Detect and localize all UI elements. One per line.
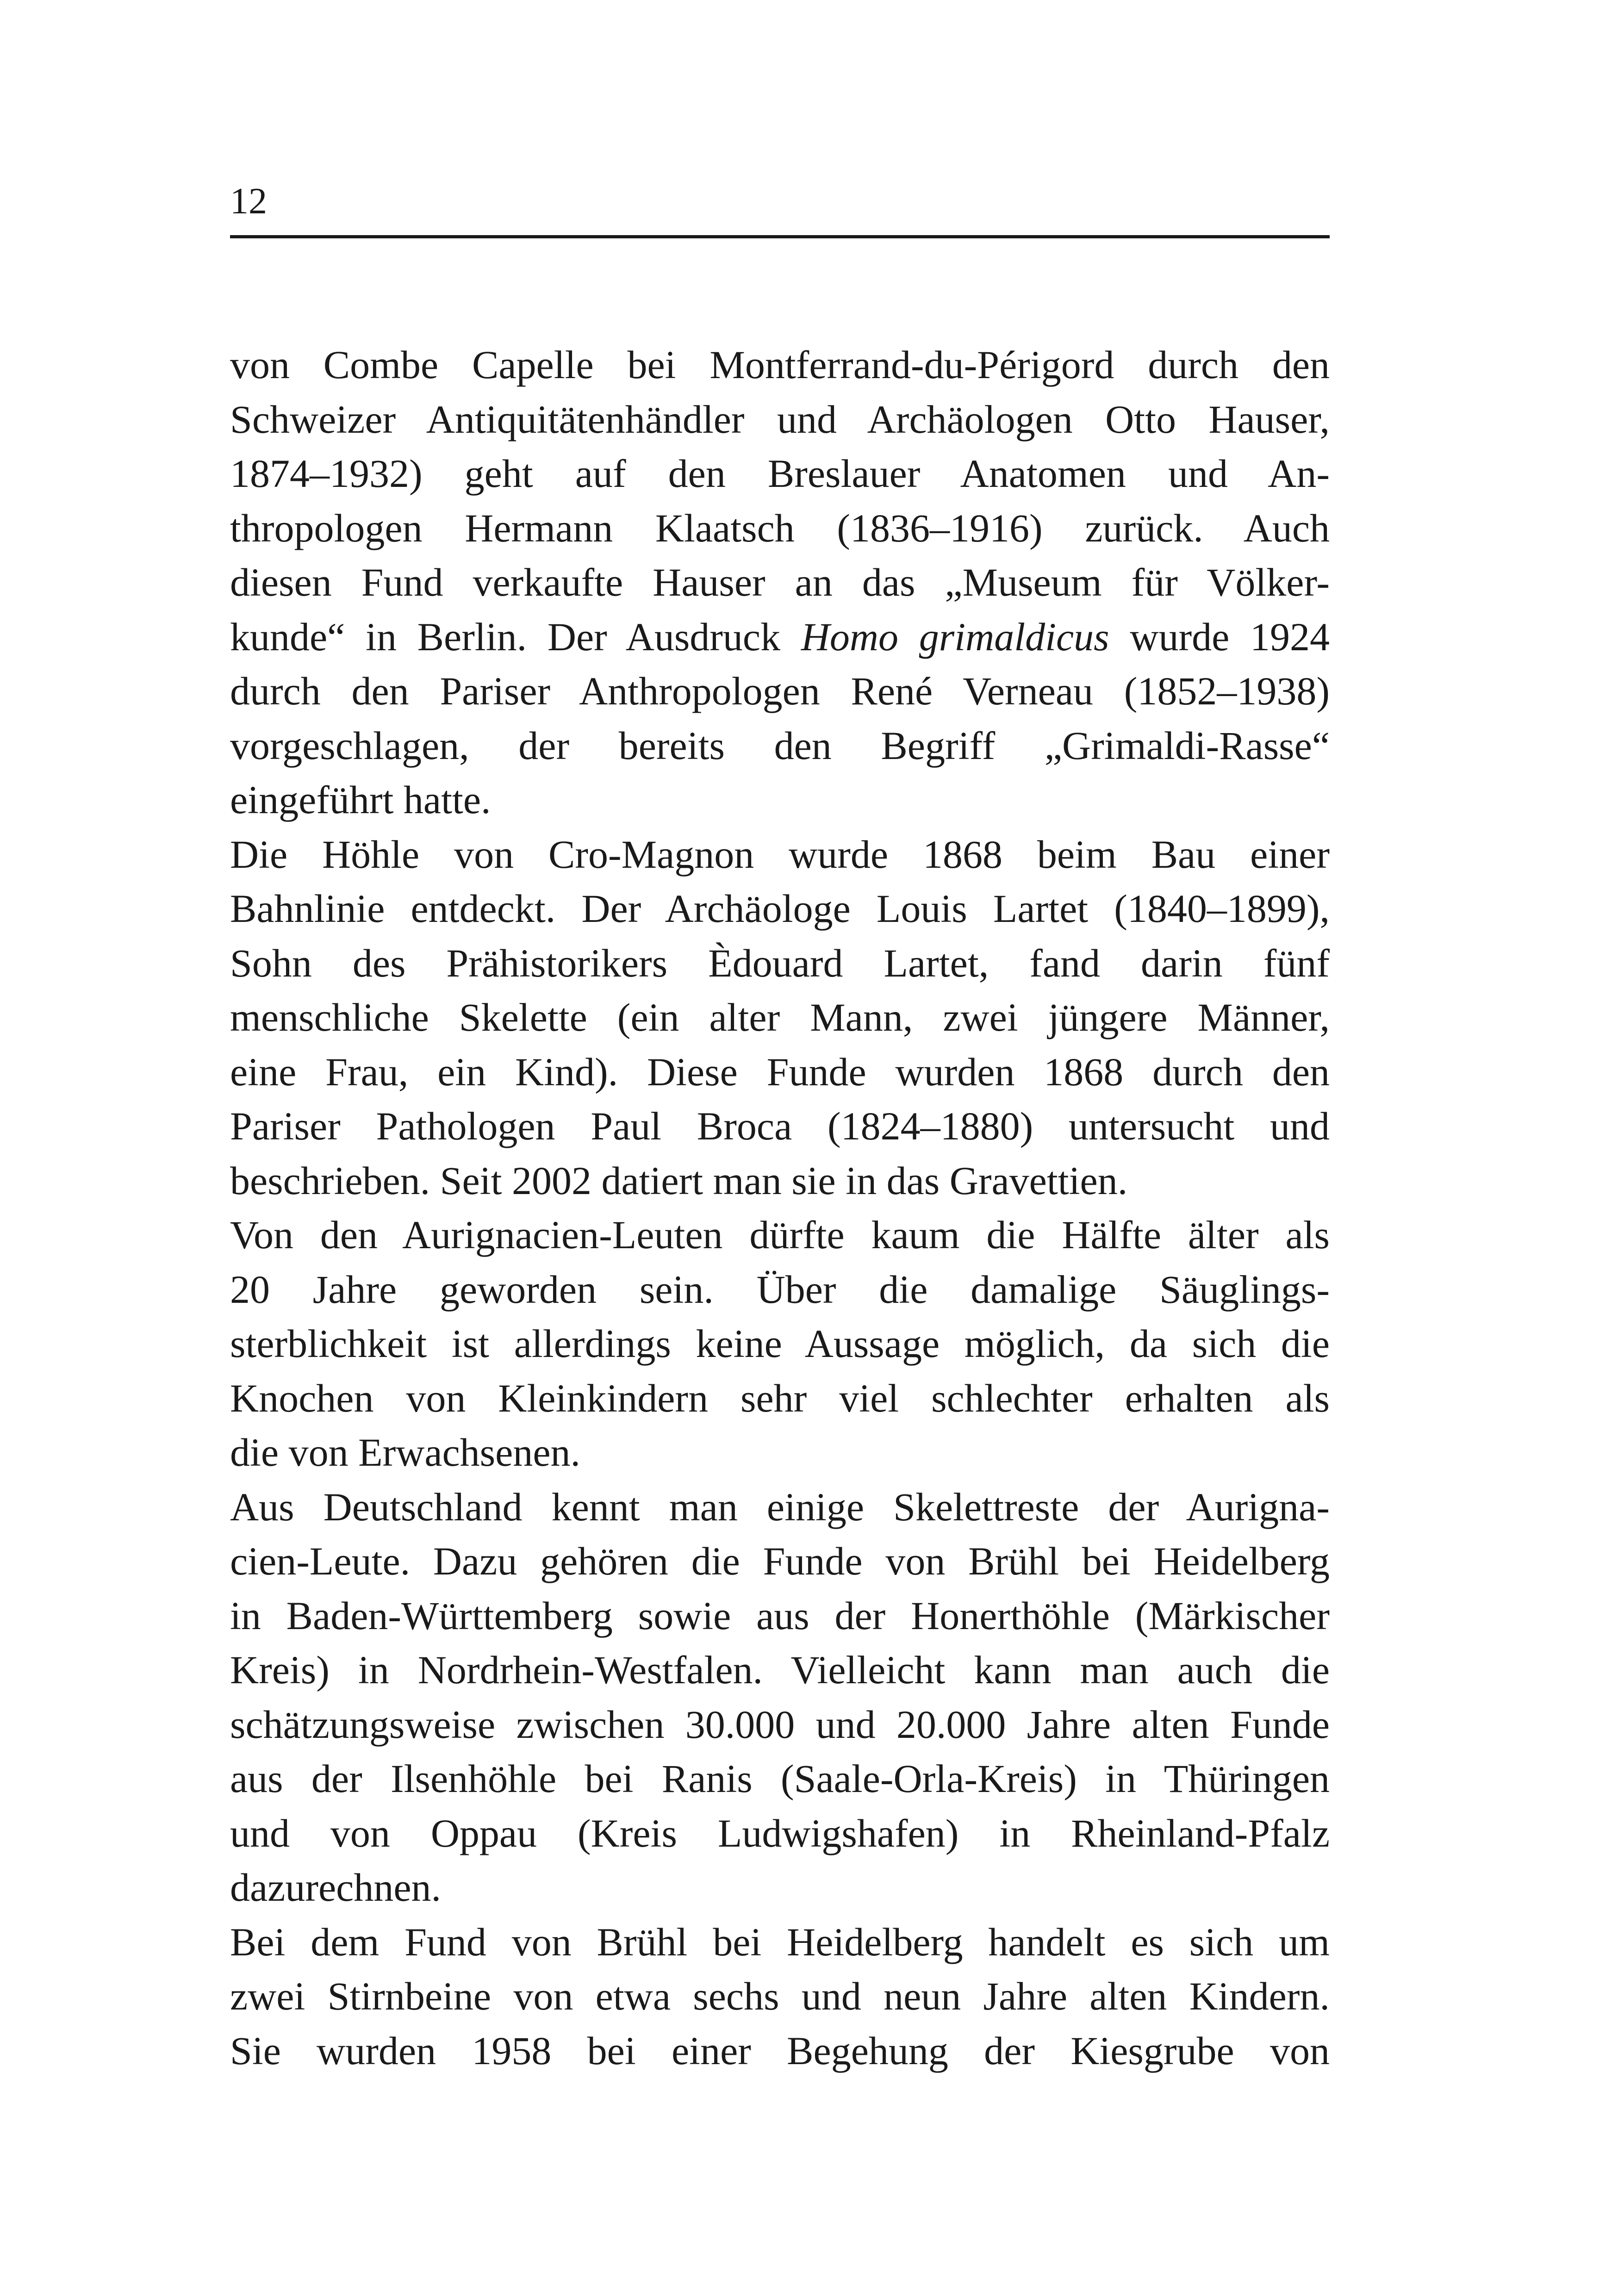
- text-line: menschliche Skelette (ein alter Mann, zwei jüngere Männer,: [230, 995, 1330, 1039]
- text-line: zwei Stirnbeine von etwa sechs und neun Jahre alten Kindern.: [230, 1974, 1330, 2018]
- text-line: Kreis) in Nordrhein-Westfalen. Vielleicht kann man auch die: [230, 1648, 1330, 1692]
- text-line: sterblichkeit ist allerdings keine Aussage möglich, da sich die: [230, 1321, 1330, 1366]
- text-line: Bahnlinie entdeckt. Der Archäologe Louis Lartet (1840–1899),: [230, 886, 1330, 931]
- text-line: eingeführt hatte.: [230, 778, 491, 822]
- text-line: thropologen Hermann Klaatsch (1836–1916) zurück. Auch: [230, 505, 1330, 550]
- text-line: cien-Leute. Dazu gehören die Funde von Brühl bei Heidelberg: [230, 1539, 1330, 1583]
- body-text: [230, 338, 1330, 2078]
- text-line: [230, 610, 1330, 665]
- text-line: vorgeschlagen, der bereits den Begriff „Grimaldi-Rasse“: [230, 723, 1330, 768]
- text-segment: kunde“ in Berlin. Der Ausdruck: [230, 614, 801, 659]
- text-line: Pariser Pathologen Paul Broca (1824–1880) untersucht und: [230, 1104, 1330, 1148]
- text-line: in Baden-Württemberg sowie aus der Honerthöhle (Märkischer: [230, 1593, 1330, 1638]
- text-line: von Combe Capelle bei Montferrand-du-Périgord durch den: [230, 342, 1330, 387]
- text-line: diesen Fund verkaufte Hauser an das „Museum für Völker-: [230, 560, 1330, 604]
- text-line: Sie wurden 1958 bei einer Begehung der Kiesgrube von: [230, 2028, 1330, 2073]
- text-line: 1874–1932) geht auf den Breslauer Anatomen und An-: [230, 451, 1330, 496]
- text-line: Die Höhle von Cro-Magnon wurde 1868 beim Bau einer: [230, 832, 1330, 877]
- text-line: Schweizer Antiquitätenhändler und Archäologen Otto Hauser,: [230, 397, 1330, 442]
- text-line: und von Oppau (Kreis Ludwigshafen) in Rheinland-Pfalz: [230, 1811, 1330, 1855]
- text-line: Aus Deutschland kennt man einige Skelettreste der Aurigna-: [230, 1484, 1330, 1529]
- text-segment: wurde 1924: [1109, 614, 1330, 659]
- text-line: aus der Ilsenhöhle bei Ranis (Saale-Orla-Kreis) in Thüringen: [230, 1756, 1330, 1801]
- text-line: Bei dem Fund von Brühl bei Heidelberg handelt es sich um: [230, 1919, 1330, 1964]
- text-line: Sohn des Prähistorikers Èdouard Lartet, fand darin fünf: [230, 940, 1330, 985]
- page-number: 12: [230, 181, 267, 222]
- text-line: die von Erwachsenen.: [230, 1430, 580, 1475]
- header-rule: [230, 235, 1330, 238]
- text-line: eine Frau, ein Kind). Diese Funde wurden 1868 durch den: [230, 1049, 1330, 1094]
- text-line: Knochen von Kleinkindern sehr viel schlechter erhalten als: [230, 1375, 1330, 1420]
- text-line: Von den Aurignacien-Leuten dürfte kaum die Hälfte älter als: [230, 1213, 1330, 1257]
- text-line: beschrieben. Seit 2002 datiert man sie in das Gravettien.: [230, 1158, 1128, 1203]
- text-line: 20 Jahre geworden sein. Über die damalige Säuglings-: [230, 1267, 1330, 1312]
- text-line: durch den Pariser Anthropologen René Verneau (1852–1938): [230, 669, 1330, 713]
- text-line: schätzungsweise zwischen 30.000 und 20.000 Jahre alten Funde: [230, 1702, 1330, 1747]
- italic-term: Homo grimaldicus: [801, 614, 1109, 659]
- text-line: dazurechnen.: [230, 1865, 441, 1910]
